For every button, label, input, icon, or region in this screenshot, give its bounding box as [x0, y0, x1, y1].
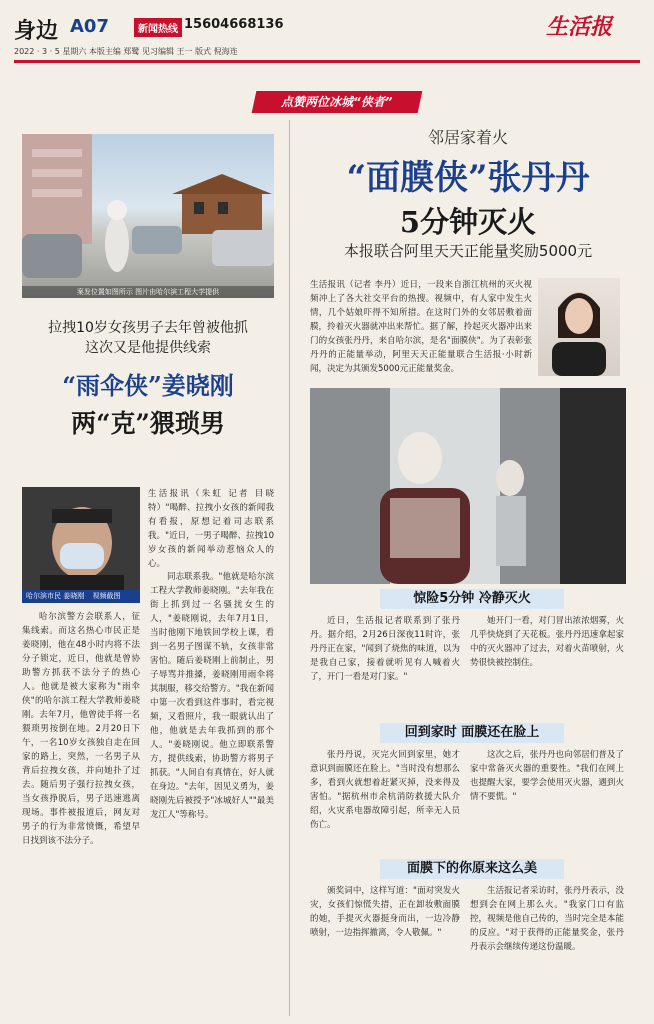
right-lead: 生活报讯（记者 李丹）近日，一段来自浙江杭州的灭火视频冲上了各大社交平台的热搜。视频中，有人家中发生火情，几个姑娘吓得不知所措。在这时门外的女邻居敷着面膜，拎着灭火器就冲出来帮忙。据了解，拎起灭火器冲出来门的女孩张丹丹，来自哈尔滨，是名"面膜侠"。为了表彰张丹丹的正能量举动，阿里天天正能量联合生活报·小时新闻，决定为其颁发5000元正能量奖金。 [310, 280, 532, 374]
left-column-b [150, 570, 274, 1012]
right-column-5 [310, 884, 460, 1010]
right-headline-2: 5分钟灭火 [399, 205, 537, 239]
page-banner-text: 点赞两位冰城“侠者” [281, 95, 393, 109]
right-column-2-text: 她开门一看，对门冒出浓浓烟雾，火几乎快烧到了天花板。张丹丹迅速拿起家中的灭火器冲了过去，对着火苗喷射，火势很快被控制住。 [470, 616, 624, 668]
hotline-label: 新闻热线 [134, 18, 182, 37]
masthead-rule [14, 60, 640, 63]
section-title: 身边 [14, 18, 59, 44]
section-heading-1: 惊险5分钟 冷静灭火 [380, 589, 564, 609]
street-scene-photo [22, 134, 274, 298]
profile-photo [538, 278, 620, 376]
left-column-a [22, 610, 140, 1012]
left-kicker [22, 318, 274, 358]
right-column-4-text: 这次之后，张丹丹也向邻居们普及了家中常备灭火器的重要性。"我们在网上也提醒大家，要学会使用灭火器，遇到火情不要慌。" [470, 750, 624, 802]
portrait-photo [22, 487, 140, 603]
page-banner [252, 91, 423, 113]
newspaper-logo: 生活报 [546, 14, 613, 40]
left-headline: “雨伞侠”姜晓刚 [62, 371, 234, 400]
profile-illustration [538, 278, 620, 376]
right-headline: “面膜侠”张丹丹 [346, 158, 590, 198]
section-heading-3: 面膜下的你原来这么美 [380, 859, 564, 879]
video-still-illustration [310, 388, 626, 584]
right-column-2 [470, 614, 624, 718]
column-divider [289, 120, 290, 1016]
portrait-caption-text: 哈尔滨市民 姜晓刚 [26, 592, 85, 600]
right-column-4 [470, 748, 624, 852]
right-column-1 [310, 614, 460, 718]
portrait-illustration [22, 487, 140, 603]
right-column-5-text: 颁奖词中，这样写道："面对突发火灾，女孩们惊慌失措，正在卸妆敷面膜的她，手提灭火器挺身而出，一边冷静喷射，一边指挥撤离，令人敬佩。" [310, 886, 460, 938]
right-column-6-text: 生活报记者采访时，张丹丹表示，没想到会在网上那么火。"我家门口有监控，视频是他自己传的，当时完全是本能的反应。"对于获得的正能量奖金，张丹丹表示会继续传递这份温暖。 [470, 886, 624, 952]
photo-caption: 案发位置如图所示 图片由哈尔滨工程大学提供 [22, 286, 274, 298]
left-column-a-text: 哈尔滨警方会联系人，征集线索。而这名热心市民正是姜晓刚，他在48小时内将不法分子锁定，近日，他就是曾协助警方抓获不法分子的热心人。他就是被大家称为"雨伞侠"的哈尔滨工程大学教师姜晓刚。去年7月，他曾徒手将一名猥琐男按倒在地。2月20日下午，一名10岁女孩独自走在回家的路上，突然，一名男子从背后拉拽女孩，并向她扑了过去。随后男子强行拉拽女孩，当女孩挣脱后，男子迅速逃离现场。事件被报道后，网友对男子的行为非常愤慨，希望早日找到该不法分子。 [22, 612, 140, 846]
right-column-6 [470, 884, 624, 1010]
page-number: A07 [70, 16, 109, 37]
left-column-b-text: 同志联系我。"他就是哈尔滨工程大学教师姜晓刚。"去年我在街上抓到过一名骚扰女生的人，"姜晓刚说，去年7月1日，当时他刚下地铁回学校上课，看到一名男子图谋不轨，女孩非常害怕。随后姜晓刚上前制止，男子辱骂并推搡，姜晓刚用雨伞将其制服，移交给警方。"我在新闻中第一次看到这件事时，看完视频，又看照片，我一眼就认出了他，他就是去年我抓到的那个人。"姜晓刚说。他立即联系警方，提供线索，协助警方将男子抓获。"人间自有真情在，好人就在身边。"去年，因见义勇为，姜晓刚先后被授予"冰城好人""最美龙江人"等称号。 [150, 572, 274, 820]
left-headline-2: 两“克”猥琐男 [71, 409, 225, 438]
section-heading-2: 回到家时 面膜还在脸上 [380, 723, 564, 743]
video-still-photo [310, 388, 626, 584]
issue-credit: 2022 · 3 · 5 星期六 本版主编 郑鹭 见习编辑 王一 版式 倪海连 [14, 47, 238, 56]
right-subtitle: 本报联合阿里天天正能量奖励5000元 [343, 242, 593, 260]
portrait-badge: 视频截图 [92, 592, 121, 600]
right-kicker: 邻居家着火 [427, 128, 508, 147]
left-lead: 生活报讯（朱虹 记者 目晓特）"喝醉、拉拽小女孩的新闻我有看报，原想记着司志联系我。"近日，一男子喝醉、拉拽10岁女孩的新闻举动惹恼众人的心。 [148, 489, 274, 569]
left-kicker-line1: 拉拽10岁女孩男子去年曾被他抓 [48, 320, 248, 336]
portrait-caption [22, 590, 140, 603]
right-column-1-text: 近日，生活报记者联系到了张丹丹。据介绍，2月26日深夜11时许，张丹丹正在家，"闻到了烧焦的味道，以为是我自己家，接着就听见有人喊着火了，开门一看是对门家。" [310, 616, 460, 682]
hotline-number: 15604668136 [184, 17, 284, 32]
right-column-3 [310, 748, 460, 852]
right-column-3-text: 张丹丹说，灭完火回到家里，她才意识到面膜还在脸上。"当时没有想那么多，看到火就想着赶紧灭掉，没来得及害怕。"据杭州市余杭消防救援大队介绍，火灾系电器故障引起，所幸无人员伤亡。 [310, 750, 460, 830]
left-kicker-line2: 这次又是他提供线索 [85, 340, 211, 356]
street-scene-illustration [22, 134, 274, 298]
